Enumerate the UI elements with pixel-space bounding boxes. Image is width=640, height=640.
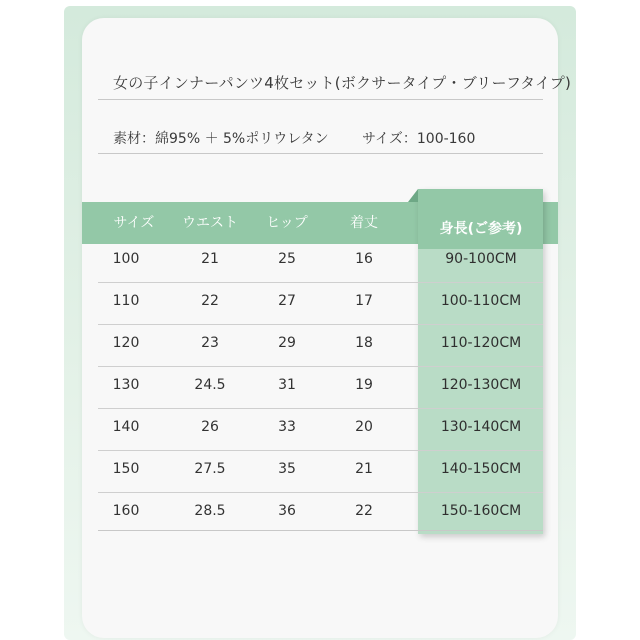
cell-size: 130 [112, 377, 140, 393]
cell-waist: 23 [201, 335, 219, 351]
cell-size: 110 [112, 293, 140, 309]
cell-height: 140-150CM [440, 461, 522, 477]
header-size: サイズ [113, 215, 155, 231]
cell-length: 20 [355, 419, 373, 435]
cell-height: 130-140CM [440, 419, 522, 435]
cell-waist: 21 [201, 251, 219, 267]
cell-waist: 26 [201, 419, 219, 435]
cell-size: 150 [112, 461, 140, 477]
cell-waist: 24.5 [194, 377, 226, 393]
header-length: 着丈 [350, 215, 378, 231]
cell-length: 22 [355, 503, 373, 519]
cell-height: 90-100CM [445, 251, 517, 267]
cell-length: 19 [355, 377, 373, 393]
highlight-fold-corner [408, 189, 418, 202]
cell-length: 17 [355, 293, 373, 309]
cell-size: 100 [112, 251, 140, 267]
cell-hip: 33 [278, 419, 296, 435]
cell-waist: 28.5 [194, 503, 226, 519]
cell-height: 120-130CM [440, 377, 522, 393]
cell-size: 140 [112, 419, 140, 435]
table-row [98, 409, 543, 451]
cell-waist: 22 [201, 293, 219, 309]
size-range-info: サイズ：100-160 [362, 131, 476, 147]
cell-height: 100-110CM [440, 293, 522, 309]
product-title: 女の子インナーパンツ4枚セット(ボクサータイプ・ブリーフタイプ) [113, 74, 572, 92]
cell-length: 18 [355, 335, 373, 351]
header-height: 身長(ご参考) [439, 221, 523, 237]
table-row [98, 367, 543, 409]
header-hip: ヒップ [266, 215, 308, 231]
table-row [98, 493, 543, 535]
cell-height: 150-160CM [440, 503, 522, 519]
cell-hip: 27 [278, 293, 296, 309]
header-waist: ウエスト [182, 215, 238, 231]
cell-hip: 36 [278, 503, 296, 519]
title-divider [98, 99, 543, 100]
table-row [98, 283, 543, 325]
cell-length: 16 [355, 251, 373, 267]
table-row [98, 451, 543, 493]
cell-hip: 35 [278, 461, 296, 477]
info-divider [98, 153, 543, 154]
cell-hip: 25 [278, 251, 296, 267]
table-row [98, 241, 543, 283]
table-bottom-divider [98, 530, 543, 531]
cell-hip: 31 [278, 377, 296, 393]
cell-waist: 27.5 [194, 461, 226, 477]
cell-size: 160 [112, 503, 140, 519]
table-row [98, 325, 543, 367]
cell-height: 110-120CM [440, 335, 522, 351]
cell-size: 120 [112, 335, 140, 351]
material-info: 素材：綿95% ＋ 5%ポリウレタン [113, 131, 329, 147]
cell-length: 21 [355, 461, 373, 477]
cell-hip: 29 [278, 335, 296, 351]
